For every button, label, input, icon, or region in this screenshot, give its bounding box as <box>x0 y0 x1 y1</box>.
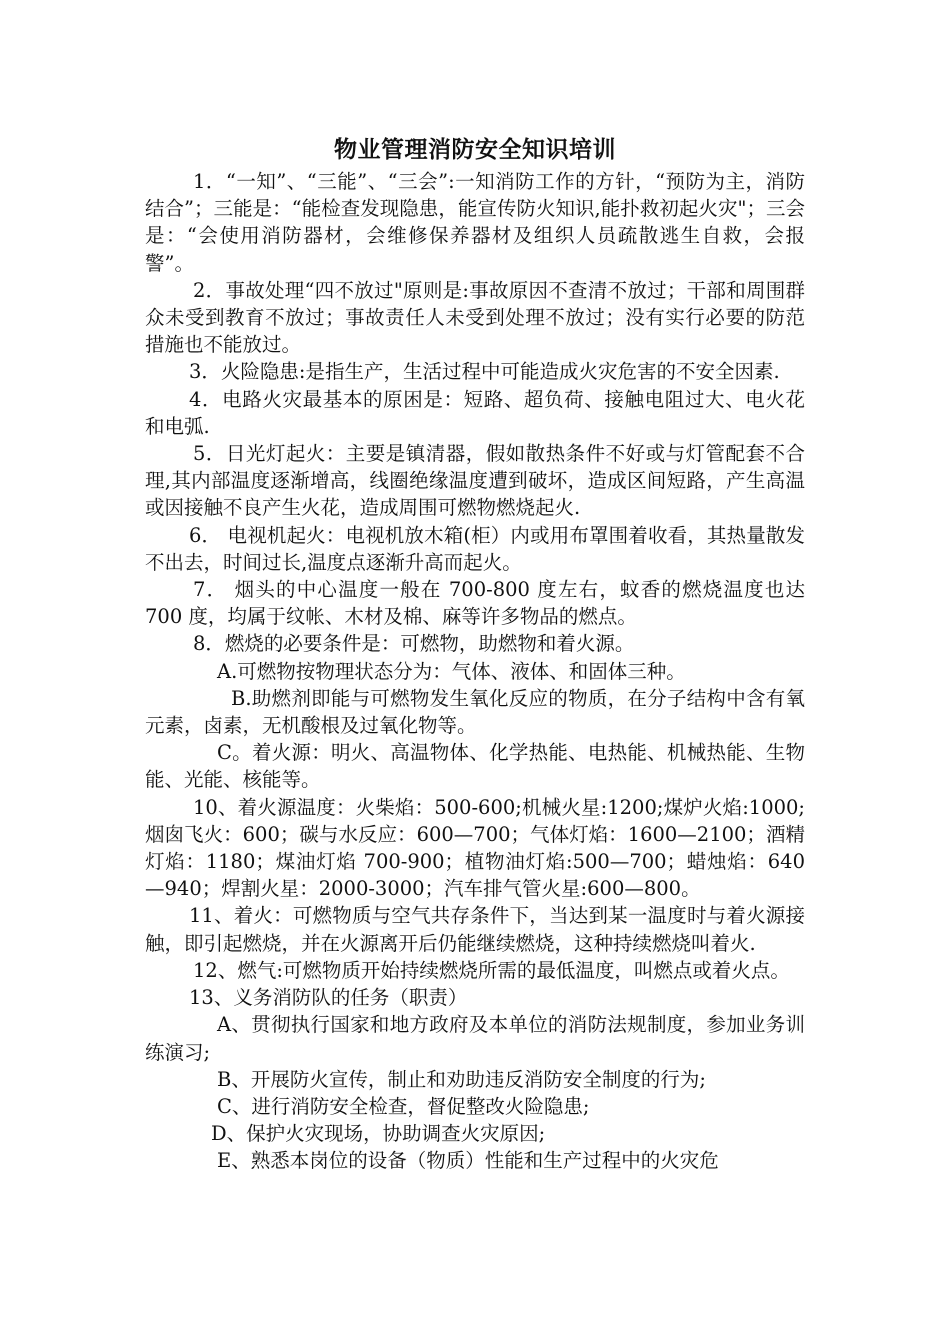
paragraph: B、开展防火宣传，制止和劝助违反消防安全制度的行为; <box>217 1067 706 1091</box>
paragraph: 13、义务消防队的任务（职责） <box>189 986 468 1010</box>
paragraph: 6． 电视机起火：电视机放木箱(柜）内或用布罩围着收看，其热量散发不出去，时间过长,温度点逐渐升高而起火。 <box>145 523 805 574</box>
paragraph: 7． 烟头的中心温度一般在 700-800 度左右，蚊香的燃烧温度也达 700 度，均属于纹帐、木材及棉、麻等许多物品的燃点。 <box>145 578 805 629</box>
paragraph: 10、着火源温度：火柴焰：500-600;机械火星:1200;煤炉火焰:1000;烟囱飞火：600；碳与水反应：600—700；气体灯焰：1600—2100；酒精灯焰：1180；煤油灯焰 700-900；植物油灯焰:500—700；蜡烛焰：640—940；焊割火星：2000-3000；汽车排气管火星:600—800。 <box>145 795 805 901</box>
paragraph: 5．日光灯起火：主要是镇清器，假如散热条件不好或与灯管配套不合理,其内部温度逐渐增高，线圈绝缘温度遭到破坏，造成区间短路，产生高温或因接触不良产生火花，造成周围可燃物燃烧起火. <box>145 442 805 520</box>
paragraph: 12、燃气:可燃物质开始持续燃烧所需的最低温度，叫燃点或着火点。 <box>193 958 790 982</box>
paragraph: C、进行消防安全检查，督促整改火险隐患; <box>217 1094 590 1118</box>
paragraph: 11、着火：可燃物质与空气共存条件下，当达到某一温度时与着火源接触，即引起燃烧，并在火源离开后仍能继续燃烧，这种持续燃烧叫着火. <box>145 904 805 955</box>
paragraph: D、保护火灾现场，协助调查火灾原因; <box>211 1122 546 1146</box>
paragraph: A.可燃物按物理状态分为：气体、液体、和固体三种。 <box>217 659 686 683</box>
paragraph: 2．事故处理“四不放过"原则是:事故原因不查清不放过；干部和周围群众未受到教育不放过；事故责任人未受到处理不放过；没有实行必要的防范措施也不能放过。 <box>145 278 805 357</box>
paragraph: 8．燃烧的必要条件是：可燃物，助燃物和着火源。 <box>193 632 635 656</box>
paragraph: C。着火源：明火、高温物体、化学热能、电热能、机械热能、生物能、光能、核能等。 <box>145 741 805 792</box>
document-title: 物业管理消防安全知识培训 <box>334 136 616 163</box>
paragraph: A、贯彻执行国家和地方政府及本单位的消防法规制度，参加业务训练演习; <box>145 1013 805 1064</box>
paragraph: E、熟悉本岗位的设备（物质）性能和生产过程中的火灾危 <box>217 1149 719 1173</box>
paragraph: B.助燃剂即能与可燃物发生氧化反应的物质，在分子结构中含有氧元素，卤素，无机酸根及过氧化物等。 <box>145 686 805 738</box>
document-body <box>145 168 805 1175</box>
paragraph: 4．电路火灾最基本的原困是：短路、超负荷、接触电阻过大、电火花和电弧. <box>145 387 805 438</box>
paragraph: 1．“一知”、“三能”、“三会”:一知消防工作的方针，“预防为主，消防结合”；三能是：“能检查发现隐患，能宣传防火知识,能扑救初起火灾"；三会是：“会使用消防器材，会维修保养器材及组织人员疏散逃生自救，会报警”。 <box>145 170 805 275</box>
paragraph: 3．火险隐患:是指生产，生活过程中可能造成火灾危害的不安全因素. <box>189 360 780 384</box>
